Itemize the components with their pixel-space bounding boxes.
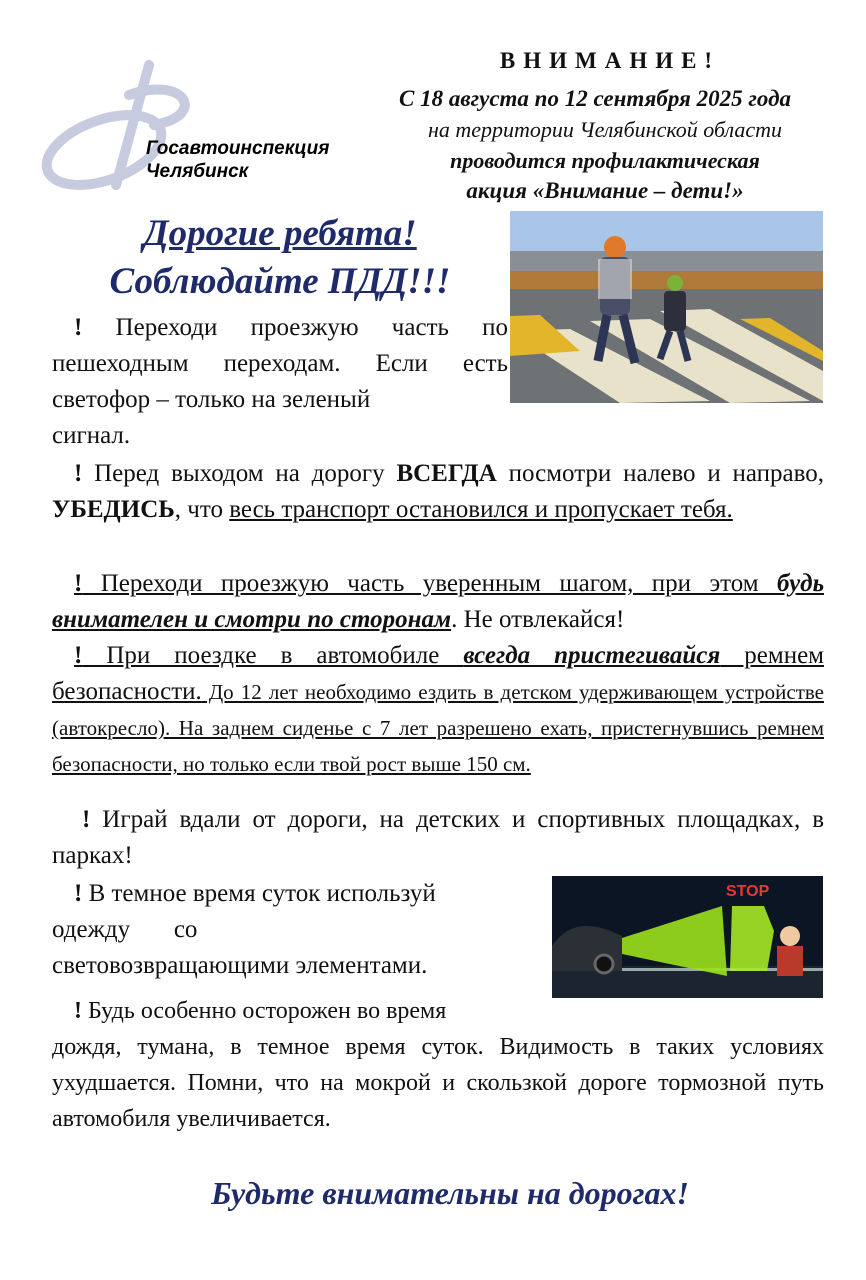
children-crosswalk-photo	[510, 211, 823, 403]
greeting-line1: Дорогие ребята!	[143, 213, 417, 254]
gibdd-logo	[34, 55, 354, 195]
gibdd-emblem-icon	[34, 55, 354, 195]
campaign-line1: проводится профилактическая	[450, 148, 760, 173]
rule-weather-caution-cont: дождя, тумана, в темное время суток. Видимость в таких условиях ухудшается. Помни, что на мокрой и скользкой дороге тормозной путь автомобиля увеличивается.	[52, 1034, 824, 1132]
greeting-line2: Соблюдайте ПДД!!!	[109, 261, 451, 302]
campaign-line2: акция «Внимание – дети!»	[466, 178, 744, 203]
attention-heading: ВНИМАНИЕ!	[499, 48, 721, 73]
rule-crosswalk: ! Переходи проезжую часть по пешеходным переходам. Если есть светофор – только на зеленый	[52, 314, 508, 413]
rule-marker: !	[74, 314, 83, 341]
logo-line1: Госавтоинспекция	[146, 138, 330, 159]
stop-sign-text: STOP	[726, 883, 770, 900]
rule-look-both-ways: ! Перед выходом на дорогу ВСЕГДА посмотри налево и направо, УБЕДИСЬ, что весь транспорт остановился и пропускает тебя.	[52, 460, 825, 523]
closing-slogan: Будьте внимательны на дорогах!	[211, 1175, 689, 1211]
rule-crosswalk-end: сигнал.	[52, 422, 131, 449]
rule-confident-step: ! Переходи проезжую часть уверенным шагом, при этом будь внимателен и смотри по сторонам. Не отвлекайся!	[52, 570, 824, 633]
campaign-dates: С 18 августа по 12 сентября 2025 года	[399, 86, 791, 111]
rule-seatbelt: ! При поездке в автомобиле всегда пристегивайся ремнем безопасности. До 12 лет необходимо ездить в детском удерживающем устройстве (автокресло). На заднем сиденье с 7 лет разрешено ехать, пристегнувшись ремнем безопасности, но только если твой рост выше 150 см.	[52, 642, 824, 776]
rule-weather-caution: ! Будь особенно осторожен во время	[74, 998, 447, 1024]
rule-reflective-clothing: ! В темное время суток используй одежду со световозвращающими элементами.	[52, 880, 436, 979]
campaign-territory: на территории Челябинской области	[427, 117, 783, 142]
logo-line2: Челябинск	[146, 161, 249, 182]
rule-play-away: ! Играй вдали от дороги, на детских и спортивных площадках, в парках!	[52, 806, 824, 869]
reflective-night-photo	[552, 876, 823, 998]
